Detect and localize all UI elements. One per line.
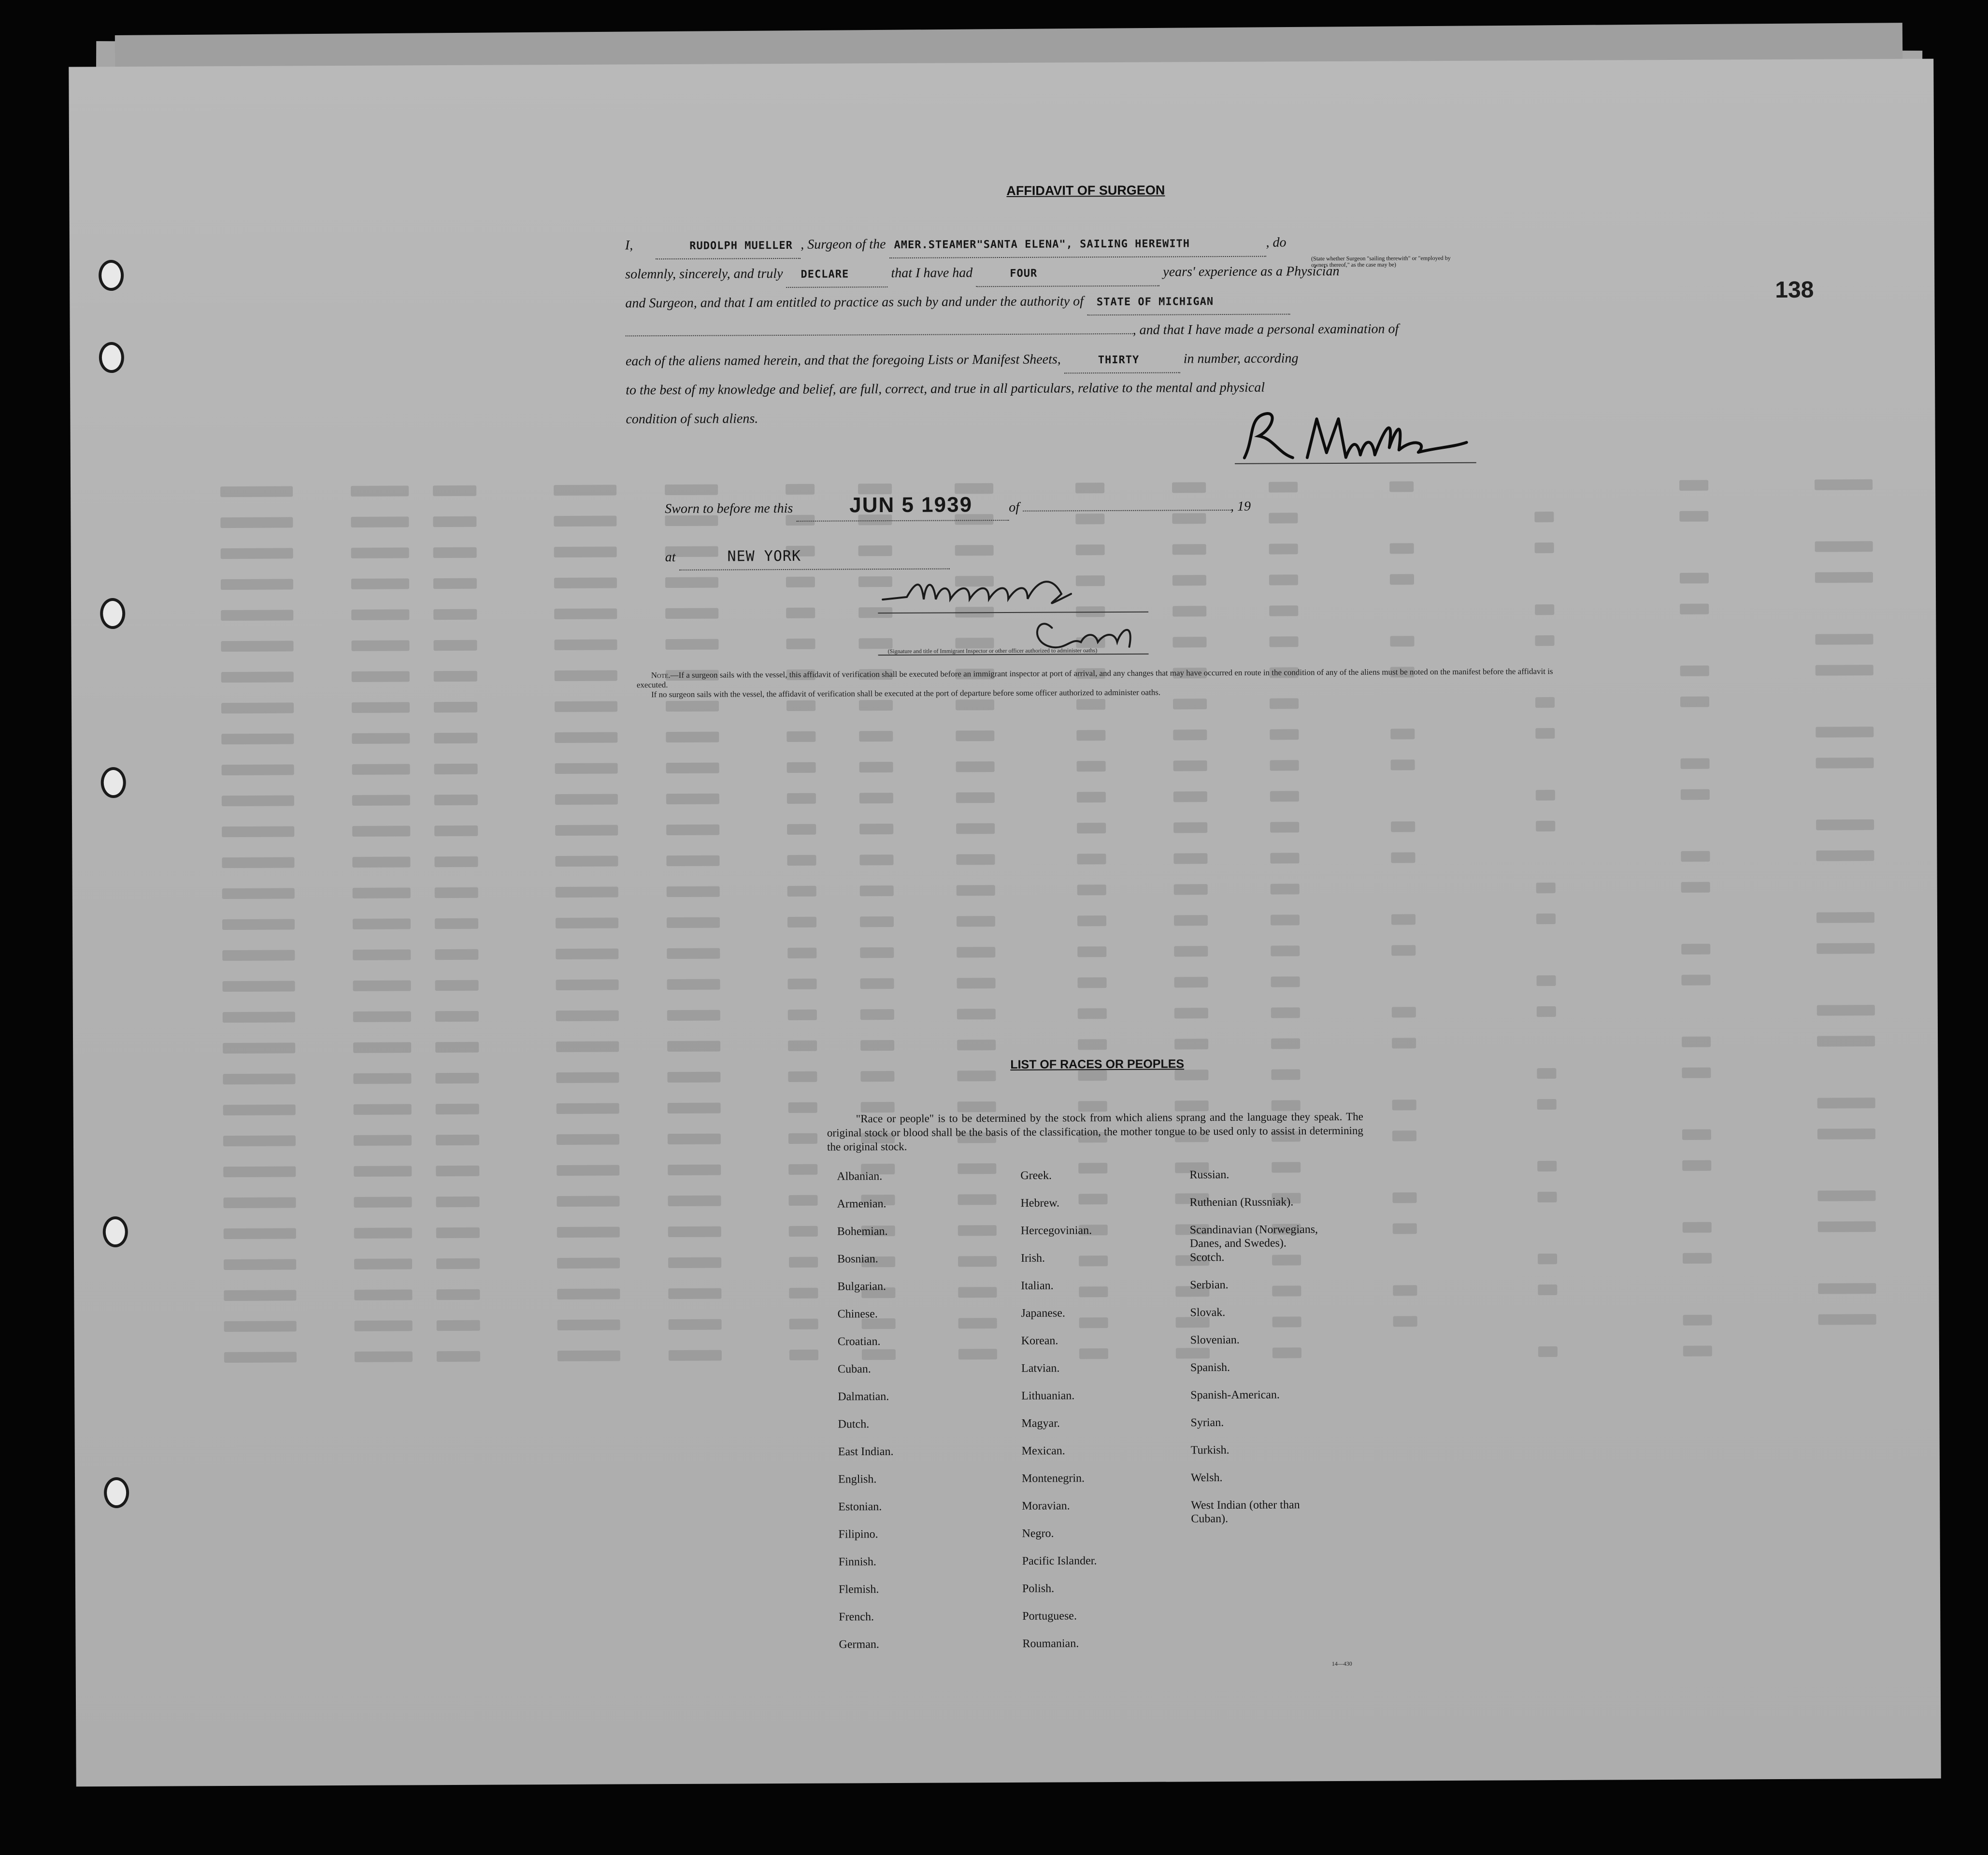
surgeon-name: RUDOLPH MUELLER (689, 239, 793, 252)
bleed-through-row (183, 727, 1874, 747)
signature-caption: (Signature and title of Immigrant Inspector or other officer authorized to administer oaths) (887, 647, 1098, 655)
race-item: Moravian. (1022, 1499, 1070, 1513)
race-item: Slovenian. (1190, 1333, 1240, 1347)
race-item: Albanian. (837, 1170, 883, 1183)
years-experience: FOUR (1010, 267, 1038, 280)
race-item: Italian. (1021, 1279, 1054, 1292)
affidavit-line-4: , and that I have made a personal examination of (626, 316, 1558, 344)
race-item: Hebrew. (1020, 1197, 1059, 1210)
bleed-through-row (183, 819, 1874, 840)
race-item: Finnish. (838, 1555, 876, 1569)
race-item: East Indian. (838, 1445, 894, 1458)
race-item: Japanese. (1021, 1307, 1065, 1320)
race-item: English. (838, 1473, 877, 1486)
race-item: Armenian. (837, 1198, 887, 1211)
affidavit-line-6: to the best of my knowledge and belief, are full, correct, and true in all particulars, relative to the mental and physical (626, 380, 1265, 398)
bleed-through-row (183, 850, 1874, 871)
race-item: Bulgarian. (837, 1280, 886, 1293)
races-column-3 (1189, 1168, 1355, 1526)
race-item: Portuguese. (1022, 1610, 1077, 1623)
form-number: 14—430 (1331, 1660, 1352, 1668)
place-line: at NEW YORK (627, 541, 1559, 569)
races-intro: "Race or people" is to be determined by the stock from which aliens sprang and the language they speak. The original stock or blood shall be the basis of the classification, the mother tongue to be used only to assist in determining the original stock. (827, 1110, 1363, 1153)
race-item: West Indian (other than Cuban). (1191, 1498, 1300, 1526)
race-item: Latvian. (1021, 1362, 1060, 1375)
manifest-page (69, 59, 1941, 1787)
race-item: Filipino. (838, 1528, 878, 1541)
race-item: Croatian. (837, 1335, 881, 1348)
race-item: Negro. (1022, 1527, 1054, 1540)
punch-hole (103, 1216, 128, 1247)
bleed-through-row (183, 788, 1874, 809)
race-item: Magyar. (1021, 1417, 1060, 1430)
race-item: Estonian. (838, 1500, 882, 1513)
affidavit-line-1: I, RUDOLPH MUELLER , Surgeon of the AMER.STEAMER"SANTA ELENA", SAILING HEREWITH , do (625, 229, 1558, 257)
race-item: Korean. (1021, 1334, 1058, 1347)
punch-hole (99, 260, 124, 291)
race-item: Irish. (1020, 1252, 1045, 1265)
bleed-through-row (184, 974, 1875, 995)
race-item: Flemish. (838, 1583, 879, 1596)
race-item: Greek. (1020, 1169, 1052, 1182)
vessel-name: AMER.STEAMER"SANTA ELENA", SAILING HEREWITH (894, 238, 1190, 251)
place-of-oath: NEW YORK (727, 547, 801, 565)
affidavit-line-2: solemnly, sincerely, and truly DECLARE that I have had FOUR years' experience as a Physician (625, 258, 1558, 286)
race-item: Pacific Islander. (1022, 1555, 1097, 1568)
race-item: Chinese. (837, 1308, 878, 1321)
affidavit-line-3: and Surgeon, and that I am entitled to practice as such by and under the authority of STATE OF MICHIGAN (625, 287, 1558, 315)
declaration: DECLARE (801, 268, 849, 281)
sworn-line: Sworn to before me this JUN 5 1939 of , 19 (626, 490, 1559, 518)
race-item: Hercegovinian. (1020, 1224, 1092, 1237)
races-column-2 (1020, 1168, 1187, 1664)
bleed-through-row (184, 1005, 1875, 1026)
race-item: Turkish. (1190, 1443, 1230, 1457)
affidavit-note: Note.—If a surgeon sails with the vessel, this affidavit of verification shall be executed before an immigrant inspector at port of arrival, and any changes that may have occurred en route in the condition of any of the aliens must be noted on the manifest before the affidavit is executed. If no surgeon sails with the vessel, the affidavit of verification shall be executed at the port of departure before some officer authorized to administer oaths. (636, 667, 1553, 699)
race-item: Lithuanian. (1021, 1389, 1075, 1402)
affidavit-of-surgeon (625, 181, 1557, 565)
date-stamp: JUN 5 1939 (849, 493, 973, 517)
punch-hole (100, 598, 125, 629)
licensing-authority: STATE OF MICHIGAN (1096, 296, 1214, 309)
race-item: Polish. (1022, 1582, 1055, 1595)
races-list (827, 1056, 1368, 1651)
race-item: Slovak. (1190, 1306, 1226, 1319)
race-item: Mexican. (1021, 1444, 1065, 1457)
race-item: Ruthenian (Russniak). (1189, 1196, 1294, 1209)
punch-hole (99, 342, 124, 373)
punch-hole (104, 1477, 129, 1508)
race-item: Bohemian. (837, 1225, 888, 1238)
race-item: Spanish-American. (1190, 1388, 1280, 1402)
bleed-through-row (183, 757, 1874, 778)
surgeon-status-note: (State whether Surgeon "sailing therewith" or "employed by owners thereof," as the case may be) (1311, 254, 1451, 269)
race-item: Scandinavian (Norwegians, Danes, and Swedes). (1189, 1223, 1318, 1250)
race-item: German. (839, 1638, 879, 1651)
race-item: Dutch. (838, 1418, 870, 1431)
race-item: Montenegrin. (1021, 1472, 1085, 1485)
race-item: Serbian. (1190, 1278, 1229, 1292)
race-item: French. (839, 1611, 874, 1624)
page-number: 138 (1775, 277, 1814, 303)
punch-hole (101, 767, 126, 798)
affidavit-line-7: condition of such aliens. (626, 411, 758, 427)
bleed-through-row (184, 1036, 1875, 1056)
races-column-1 (837, 1169, 1003, 1665)
bleed-through-row (184, 943, 1874, 964)
race-item: Syrian. (1190, 1416, 1224, 1429)
bleed-through-row (184, 881, 1874, 902)
race-item: Roumanian. (1022, 1637, 1079, 1650)
surgeon-signature (1234, 409, 1476, 468)
bleed-through-row (184, 912, 1874, 933)
sheet-count: THIRTY (1098, 354, 1140, 367)
affidavit-line-5: each of the aliens named herein, and that the foregoing Lists or Manifest Sheets, THIRTY in number, according (626, 345, 1558, 373)
race-item: Welsh. (1190, 1471, 1223, 1484)
race-item: Russian. (1189, 1168, 1230, 1182)
race-item: Cuban. (837, 1363, 871, 1376)
race-item: Dalmatian. (838, 1390, 889, 1403)
affidavit-title: AFFIDAVIT OF SURGEON (1006, 183, 1165, 198)
race-item: Scotch. (1189, 1251, 1225, 1264)
bleed-through-row (183, 696, 1874, 716)
race-item: Bosnian. (837, 1253, 878, 1266)
race-item: Spanish. (1190, 1361, 1230, 1374)
races-title: LIST OF RACES OR PEOPLES (1010, 1057, 1185, 1071)
